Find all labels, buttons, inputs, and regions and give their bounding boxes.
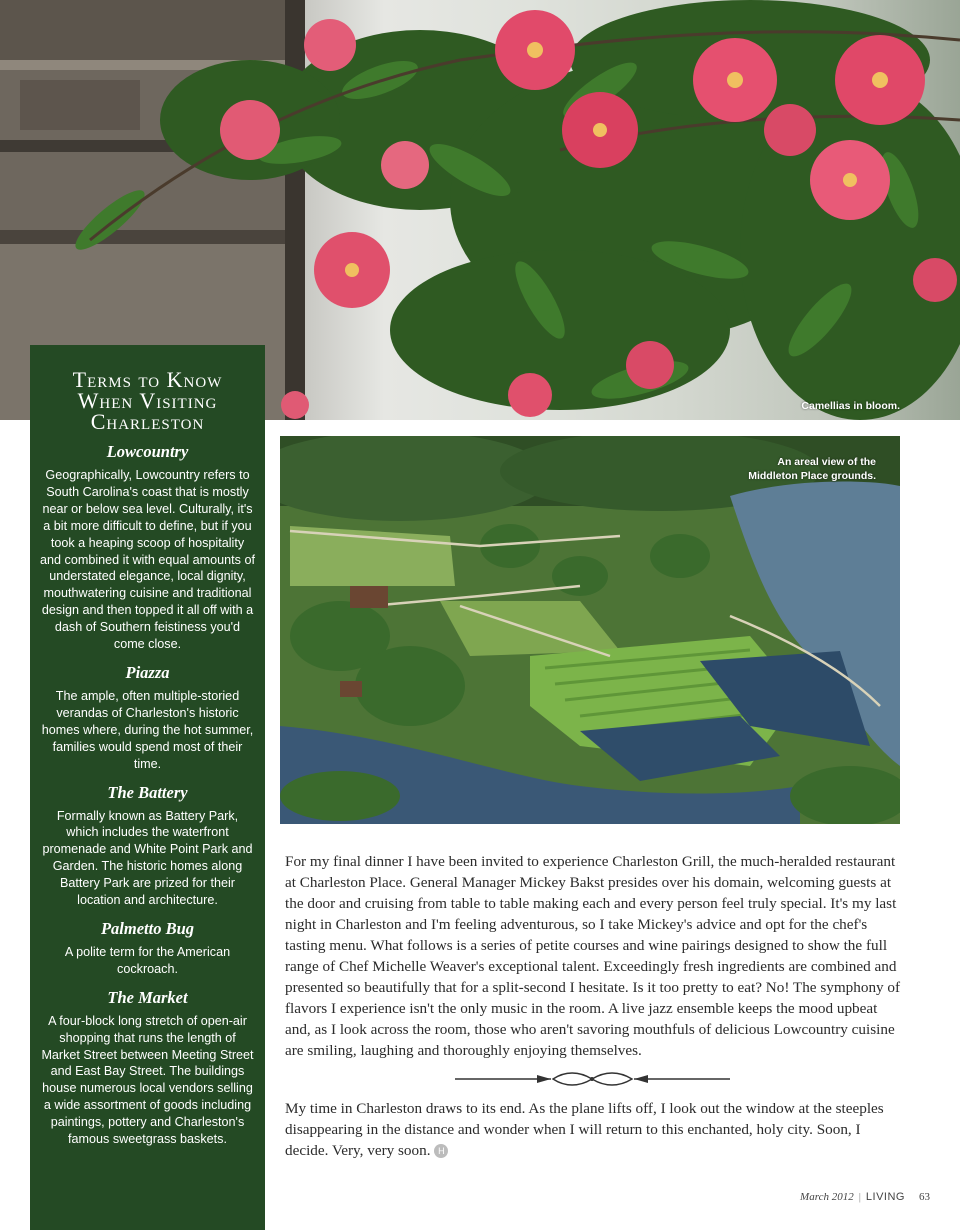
sidebar-title: Terms to Know When Visiting Charleston [72, 367, 223, 434]
term-lowcountry [40, 442, 255, 653]
term-the-battery [40, 783, 255, 909]
term-name: The Battery [107, 782, 188, 802]
article-paragraph: My time in Charleston draws to its end. As the plane lifts off, I look out the window at the steeples disappearing in the distance and wonder when I will return to this enchanted, holy city. Soon, I decide. Very, very soon. H [285, 1100, 884, 1159]
term-definition: Formally known as Battery Park, which includes the waterfront promenade and White Point Park and Garden. The historic homes along Battery Park are prized for their location and architecture. [42, 808, 253, 908]
term-name: Lowcountry [106, 442, 189, 461]
camellia-caption: Camellias in bloom. [801, 400, 900, 412]
page-number: 63 [919, 1191, 930, 1203]
term-piazza [40, 663, 255, 773]
term-definition: Geographically, Lowcountry refers to South Carolina's coast that is mostly near or below sea level. Culturally, it's a bit more difficult to define, but if you took a heaping scoop of hospitality and combined it with equal amounts of understated elegance, local dignity, mouthwatering cuisine and traditional design and then topped it all off with a dash of Southern feistiness you'd come close. [40, 468, 255, 652]
term-name: Palmetto Bug [100, 918, 195, 938]
footer-separator: | [858, 1191, 861, 1203]
term-the-market [40, 988, 255, 1148]
ornament-divider [455, 1070, 730, 1088]
term-palmetto-bug [40, 919, 255, 978]
page-footer [800, 1191, 930, 1203]
magazine-name: LIVING [865, 1191, 905, 1203]
term-definition: A polite term for the American cockroach. [64, 944, 231, 976]
issue-date: March 2012 [800, 1191, 854, 1203]
term-name: The Market [107, 987, 188, 1007]
term-definition: A four-block long stretch of open-air shopping that runs the length of Market Street between Meeting Street and East Bay Street. The buildings house numerous local vendors selling a wide assortment of goods including paintings, pottery and Charleston's famous sweetgrass baskets. [41, 1013, 254, 1147]
aerial-caption: An areal view of the Middleton Place grounds. [748, 456, 876, 483]
term-definition: The ample, often multiple-storied verandas of Charleston's historic homes where, during the hot summer, families would spend most of their time. [41, 688, 254, 771]
aerial-illustration [280, 436, 900, 824]
article-paragraph: For my final dinner I have been invited to experience Charleston Grill, the much-heralded restaurant at Charleston Place. General Manager Mickey Bakst presides over his domain, welcoming guests at the door and cruising from table to table making each and every person feel truly special. It's my last night in Charleston and I'm feeling adventurous, so I take Mickey's advice and opt for the chef's tasting menu. What follows is a series of petite courses and wine pairings designed to show the full range of Chef Michelle Weaver's exceptional talent. Exceedingly fresh ingredients are combined and presented so beautifully that for a split-second I hesitate. Is it too pretty to eat? No! The symphony of flavors I experience isn't the only music in the room. A live jazz ensemble keeps the mood upbeat and, as I look across the room, those who aren't savoring mouthfuls of delicious Lowcountry cuisine are smiling, laughing and thoroughly enjoying themselves. [285, 853, 901, 1059]
end-mark-icon: H [434, 1144, 448, 1158]
term-name: Piazza [125, 662, 170, 682]
middleton-place-photo [280, 436, 900, 824]
terms-sidebar [30, 345, 265, 1230]
